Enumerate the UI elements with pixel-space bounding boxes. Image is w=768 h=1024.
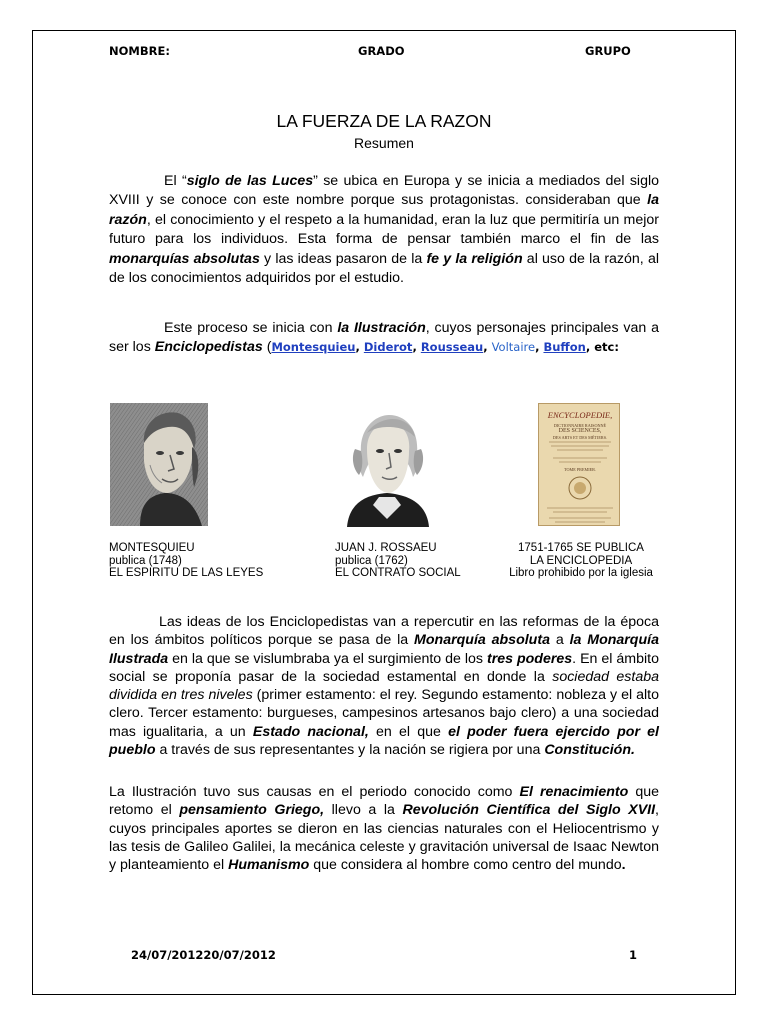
montesquieu-portrait — [110, 403, 208, 526]
link-voltaire[interactable]: Voltaire — [491, 340, 536, 355]
page-number: 1 — [629, 948, 638, 962]
paragraph-ilustracion: Este proceso se inicia con la Ilustración, cuyos personajes principales van a ser los Enciclopedistas (Montesquieu, Diderot, Rousseau, Voltaire, Buffon, etc: — [109, 320, 659, 356]
paragraph-causas: La Ilustración tuvo sus causas en el periodo conocido como El renacimiento que retomo el pensamiento Griego, llevo a la Revolución Científica del Siglo XVII, cuyos principales aportes se dieron en las ciencias naturales con el Heliocentrismo y las tesis de Galileo Galilei, la mecánica celeste y gravitación universal de Isaac Newton y planteamiento el Humanismo que considera al hombre como centro del mundo. — [109, 784, 660, 874]
paragraph-enciclopedistas: Las ideas de los Enciclopedistas van a repercutir en las reformas de la época en los ámbitos políticos porque se pasa de la Monarquía absoluta a la Monarquía Ilustrada en la que se vislumbraba ya el surgimiento de los tres poderes. En el ámbito social se proponía pasar de la sociedad estamental en donde la sociedad estaba dividida en tres niveles (primer estamento: el rey. Segundo estamento: nobleza y el alto clero. Tercer estamento: burgueses, campesinos artesanos bajo clero) a una sociedad mas igualitaria, a un Estado nacional, en el que el poder fuera ejercido por el pueblo a través de sus representantes y la nación se rigiera por una Constitución. — [109, 614, 660, 759]
document-subtitle: Resumen — [354, 135, 414, 151]
group-label: GRUPO — [585, 44, 631, 58]
caption-rousseau: JUAN J. ROSSAEU publica (1762) EL CONTRATO SOCIAL — [335, 542, 461, 579]
cover-title: ENCYCLOPEDIE, — [547, 410, 613, 420]
caption-encyclopedia: 1751-1765 SE PUBLICA LA ENCICLOPEDIA Libro prohibido por la iglesia — [509, 542, 653, 579]
footer-date: 24/07/201220/07/2012 — [131, 948, 276, 962]
grade-label: GRADO — [358, 44, 405, 58]
link-diderot[interactable]: Diderot — [363, 340, 413, 355]
caption-montesquieu: MONTESQUIEU publica (1748) EL ESPIRITU DE LAS LEYES — [109, 542, 264, 579]
cover-line2: DES SCIENCES, — [558, 428, 602, 434]
rousseau-portrait — [333, 409, 442, 527]
cover-line3: DES ARTS ET DES MÉTIERS. — [552, 435, 608, 440]
paragraph-siglo-luces: El “siglo de las Luces” se ubica en Europa y se inicia a mediados del siglo XVIII y se conoce con este nombre porque sus protagonistas. consideraban que la razón, el conocimiento y el respeto a la humanidad, eran la luz que permitiría un mejor futuro para los individuos. Esta forma de pensar también marco el fin de las monarquías absolutas y las ideas pasaron de la fe y la religión al uso de la razón, al de los conocimientos adquiridos por el estudio. — [109, 173, 660, 287]
link-buffon[interactable]: Buffon — [543, 340, 586, 355]
encyclopedia-cover — [538, 403, 620, 526]
name-label: NOMBRE: — [109, 44, 170, 58]
document-title: LA FUERZA DE LA RAZON — [276, 111, 492, 131]
link-rousseau[interactable]: Rousseau — [420, 340, 484, 355]
cover-line1: DICTIONNAIRE RAISONNÉ — [553, 423, 607, 428]
cover-tome: TOME PREMIER. — [563, 467, 597, 472]
link-montesquieu[interactable]: Montesquieu — [271, 340, 356, 355]
